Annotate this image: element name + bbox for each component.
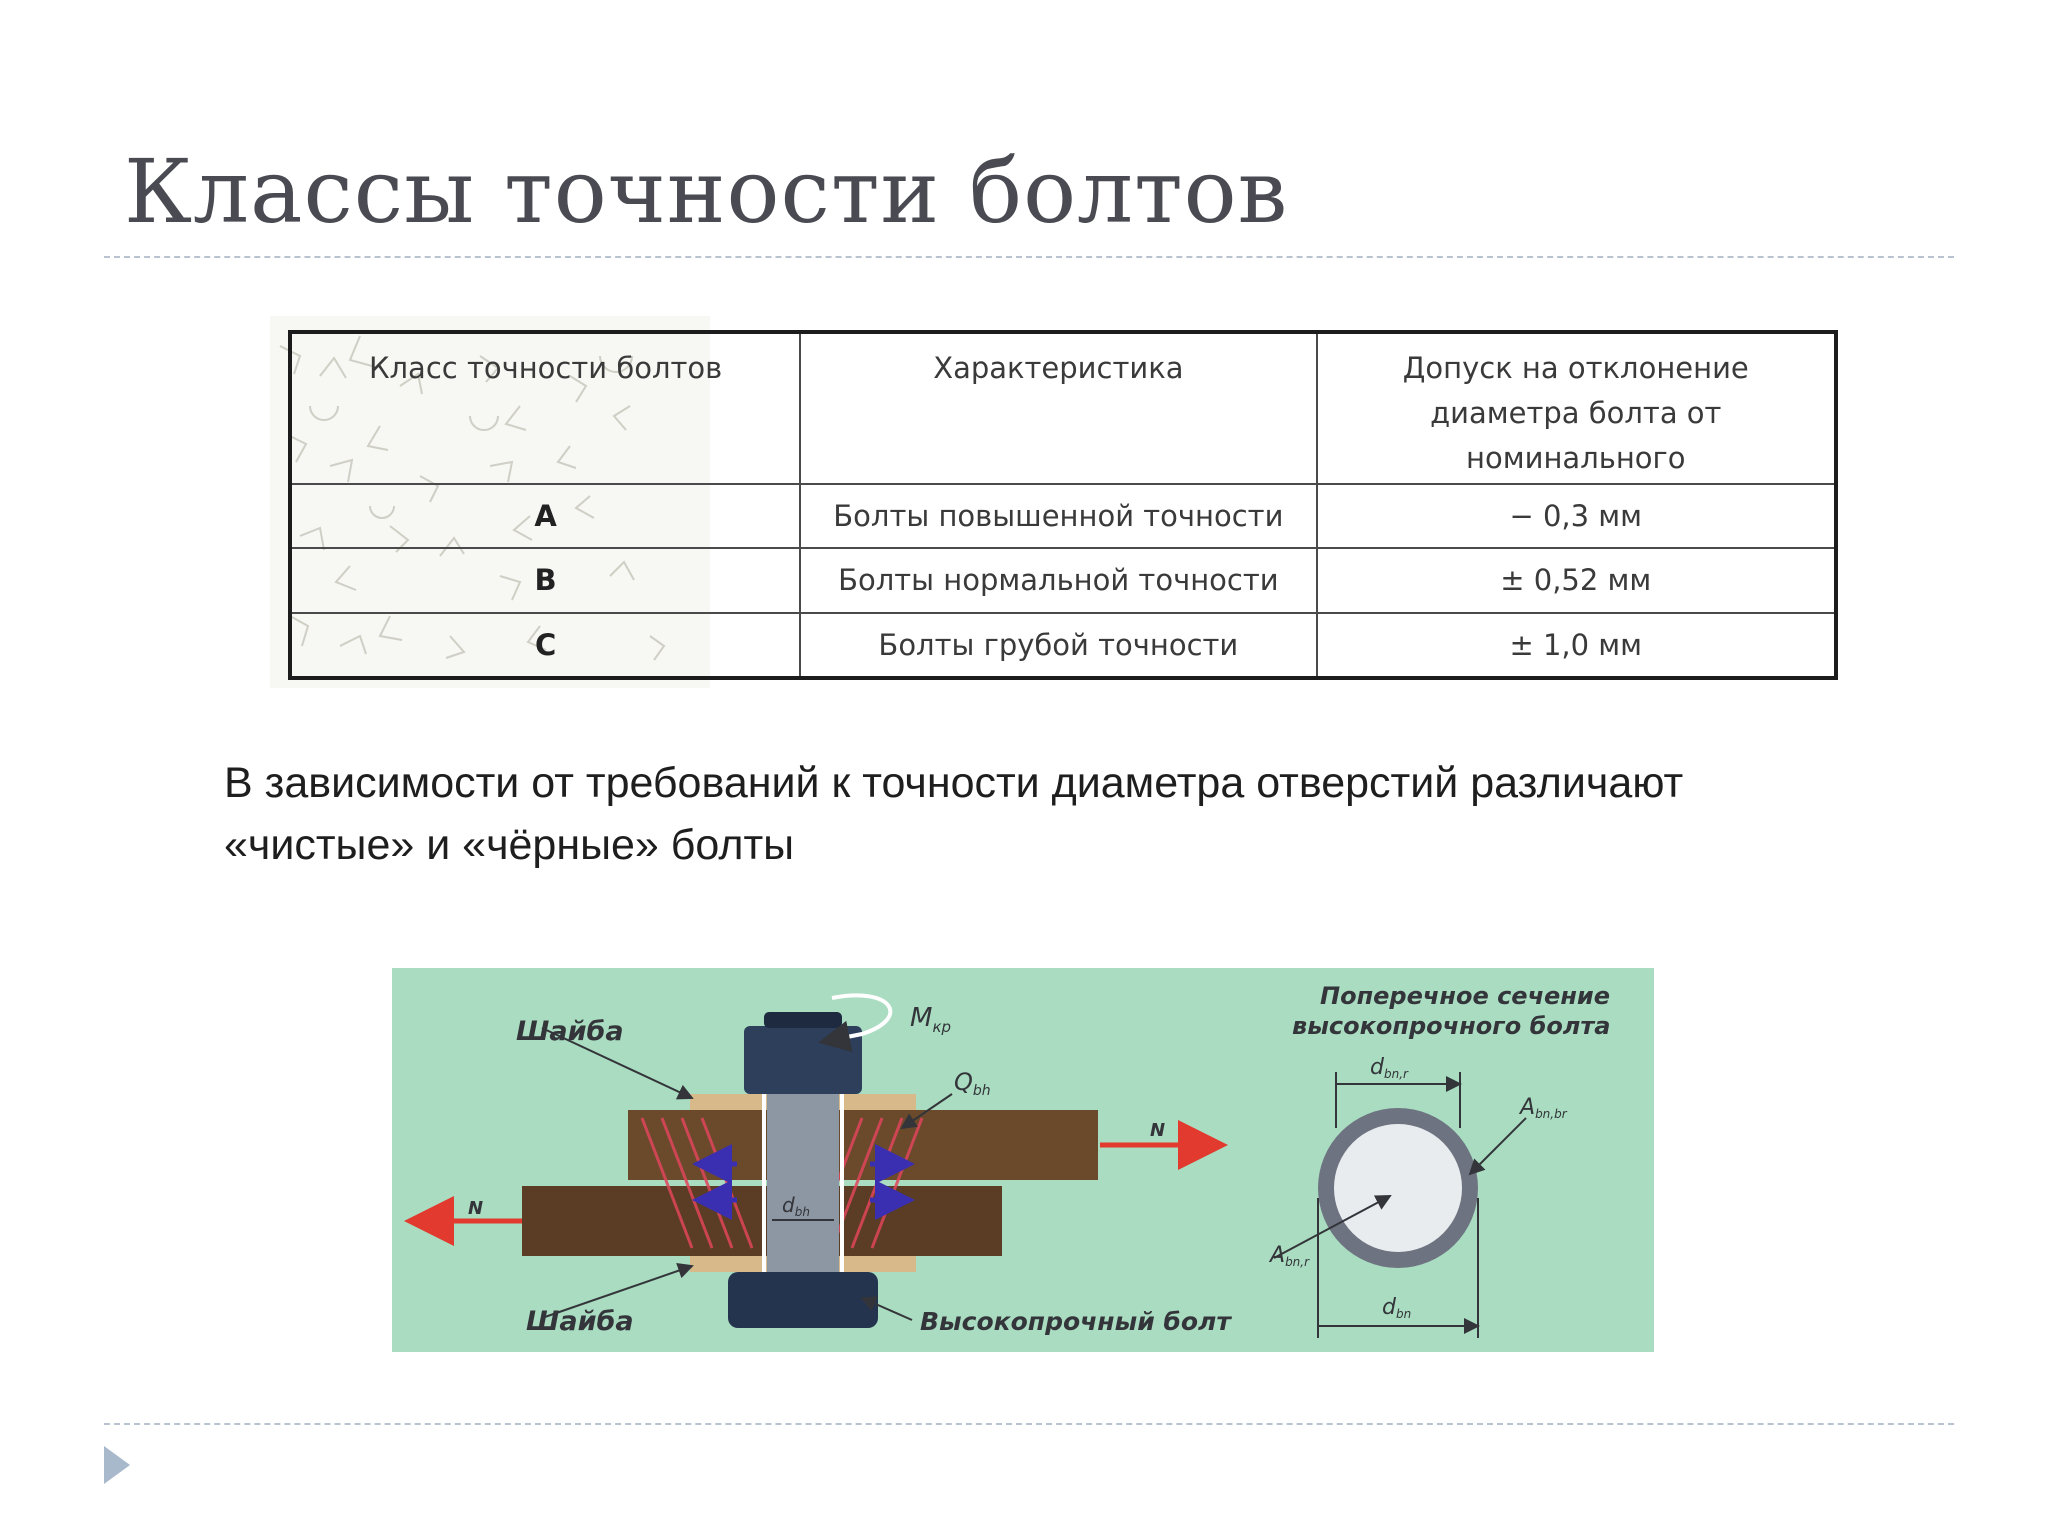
body-line-1: В зависимости от требований к точности диаметра отверстий различают	[224, 759, 1684, 807]
header-class: Класс точности болтов	[290, 332, 800, 484]
tolerance-cell: − 0,3 мм	[1317, 484, 1836, 548]
washer-bottom-label: Шайба	[526, 1306, 634, 1337]
header-tolerance: Допуск на отклонение диаметра болта от номинального	[1317, 332, 1836, 484]
header-characteristic: Характеристика	[800, 332, 1316, 484]
a-bnbr-label: Abn,br	[1520, 1095, 1567, 1121]
n-left-label: N	[468, 1198, 484, 1219]
bolt-joint-diagram	[392, 968, 1654, 1352]
characteristic-cell: Болты грубой точности	[800, 613, 1316, 678]
d-bn-label: dbn	[1382, 1295, 1412, 1321]
torque-label: $M_{кр}$	[910, 1003, 952, 1036]
tolerance-cell: ± 0,52 мм	[1317, 548, 1836, 612]
title-divider	[104, 256, 1954, 258]
n-right-label: N	[1150, 1120, 1166, 1141]
section-title-line-1: Поперечное сечение	[1320, 982, 1611, 1010]
washer-top-label: Шайба	[516, 1016, 624, 1047]
bolt-shank	[767, 1094, 839, 1272]
table-row	[290, 484, 1836, 548]
bolt-label: Высокопрочный болт	[920, 1307, 1231, 1336]
class-cell: C	[290, 613, 800, 678]
bolt-joint-svg	[392, 968, 1654, 1352]
bolt-cross-section-inner	[1334, 1124, 1462, 1252]
table-header-row	[290, 332, 1836, 484]
bolt-accuracy-table-figure	[270, 316, 1840, 688]
tolerance-cell: ± 1,0 мм	[1317, 613, 1836, 678]
characteristic-cell: Болты повышенной точности	[800, 484, 1316, 548]
a-bnr-label: Abn,r	[1270, 1243, 1310, 1269]
force-q-label: $Q_{bh}$	[954, 1068, 991, 1099]
slide-title: Классы точности болтов	[124, 140, 1289, 243]
footer-divider	[104, 1423, 1954, 1425]
section-title-line-2: высокопрочного болта	[1292, 1012, 1611, 1040]
hole-diameter-label: $d_{bh}$	[782, 1193, 810, 1219]
accuracy-table	[288, 330, 1838, 680]
d-bnr-label: dbn,r	[1370, 1055, 1408, 1081]
table-row	[290, 613, 1836, 678]
play-triangle-icon	[102, 1444, 132, 1486]
table-row	[290, 548, 1836, 612]
characteristic-cell: Болты нормальной точности	[800, 548, 1316, 612]
body-paragraph	[224, 752, 1884, 876]
class-cell: A	[290, 484, 800, 548]
class-cell: B	[290, 548, 800, 612]
body-line-2: «чистые» и «чёрные» болты	[224, 821, 795, 869]
bolt-thread-top	[764, 1012, 842, 1028]
bolt-head-bottom	[728, 1272, 878, 1328]
